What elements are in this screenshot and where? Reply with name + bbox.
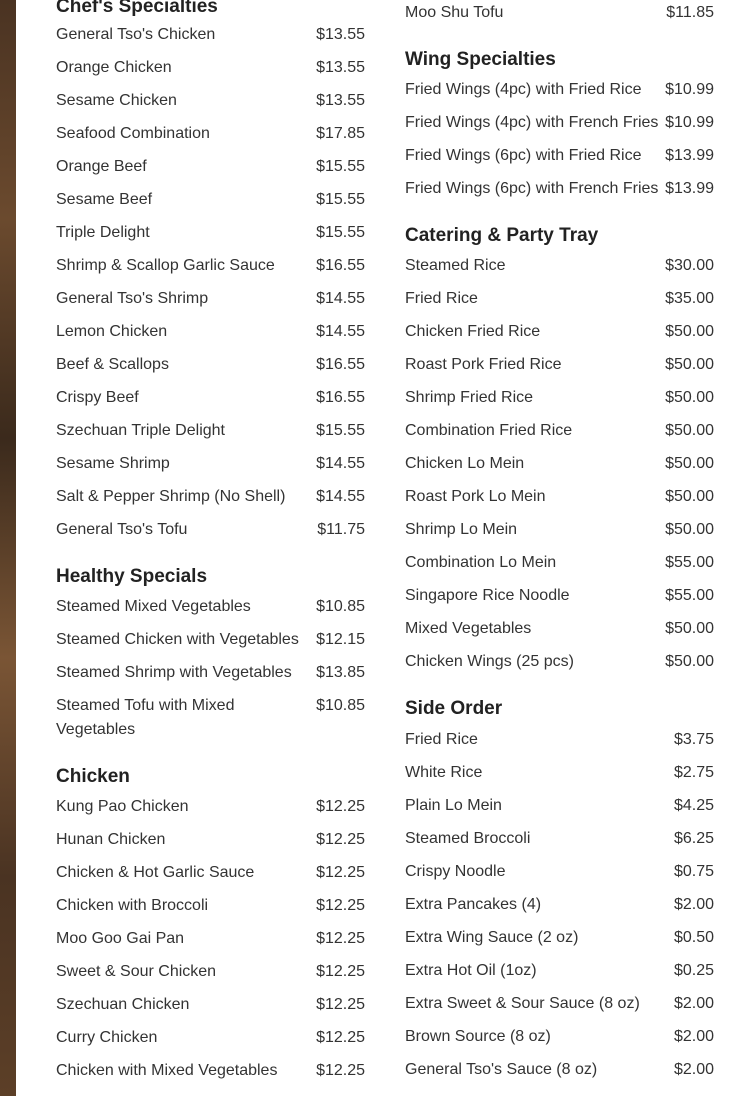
- item-name: Crispy Noodle: [405, 863, 506, 880]
- item-price: $14.55: [316, 290, 365, 307]
- item-price: $11.85: [666, 4, 714, 21]
- item-price: $16.55: [316, 356, 365, 373]
- item-price: $2.00: [673, 1028, 714, 1045]
- item-name: General Tso's Shrimp: [56, 290, 209, 307]
- item-price: $14.55: [316, 488, 365, 505]
- item-name: Extra Hot Oil (1oz): [405, 962, 537, 979]
- item-price: $0.50: [673, 929, 714, 946]
- item-name: Moo Shu Tofu: [405, 4, 504, 21]
- item-name: Brown Source (8 oz): [405, 1028, 551, 1045]
- item-price: $2.00: [673, 995, 714, 1012]
- item-price: $14.55: [316, 323, 365, 340]
- item-price: $15.55: [316, 422, 365, 439]
- item-name: Steamed Broccoli: [405, 830, 531, 847]
- item-price: $2.00: [673, 896, 714, 913]
- item-name: Steamed Shrimp with Vegetables: [56, 664, 292, 681]
- item-name: Fried Wings (6pc) with Fried Rice: [405, 147, 642, 164]
- item-price: $13.55: [316, 92, 365, 109]
- item-name: Chicken Fried Rice: [405, 323, 541, 340]
- item-price: $12.25: [316, 864, 365, 881]
- item-price: $50.00: [665, 653, 714, 670]
- item-name: Chicken with Broccoli: [56, 897, 209, 914]
- item-name: Chicken & Hot Garlic Sauce: [56, 864, 255, 881]
- item-name: Fried Wings (4pc) with Fried Rice: [405, 81, 642, 98]
- item-name: Steamed Chicken with Vegetables: [56, 631, 299, 648]
- item-name: Plain Lo Mein: [405, 797, 502, 814]
- item-price: $55.00: [665, 554, 714, 571]
- item-price: $13.55: [316, 26, 365, 43]
- item-name: Fried Rice: [405, 290, 478, 307]
- item-price: $2.00: [673, 1061, 714, 1078]
- item-name: Shrimp & Scallop Garlic Sauce: [56, 257, 275, 274]
- item-name: General Tso's Sauce (8 oz): [405, 1061, 598, 1078]
- item-name: Steamed Rice: [405, 257, 506, 274]
- item-price: $10.85: [316, 697, 365, 714]
- item-price: $13.99: [665, 180, 714, 197]
- item-price: $13.99: [665, 147, 714, 164]
- item-name: Combination Fried Rice: [405, 422, 573, 439]
- item-name: Mixed Vegetables: [405, 620, 532, 637]
- item-price: $10.99: [665, 114, 714, 131]
- item-name: Fried Rice: [405, 731, 478, 748]
- item-name: Shrimp Lo Mein: [405, 521, 518, 538]
- item-name: Fried Wings (6pc) with French Fries: [405, 180, 659, 197]
- item-price: $12.25: [316, 798, 365, 815]
- item-name: Combination Lo Mein: [405, 554, 557, 571]
- item-price: $30.00: [665, 257, 714, 274]
- item-price: $50.00: [665, 620, 714, 637]
- item-price: $12.25: [316, 996, 365, 1013]
- item-price: $12.25: [316, 831, 365, 848]
- item-name: Steamed Tofu with Mixed Vegetables: [56, 697, 235, 738]
- item-name: Orange Chicken: [56, 59, 172, 76]
- item-price: $13.85: [316, 664, 365, 681]
- item-name: Singapore Rice Noodle: [405, 587, 570, 604]
- section-title-chefs-specialties: Chef's Specialties: [56, 0, 218, 17]
- item-price: $12.25: [316, 963, 365, 980]
- item-name: Triple Delight: [56, 224, 150, 241]
- item-price: $16.55: [316, 389, 365, 406]
- item-price: $4.25: [673, 797, 714, 814]
- item-price: $0.75: [673, 863, 714, 880]
- item-name: Chicken Lo Mein: [405, 455, 525, 472]
- item-name: Chicken with Mixed Vegetables: [56, 1062, 278, 1079]
- item-price: $50.00: [665, 521, 714, 538]
- item-name: Beef & Scallops: [56, 356, 169, 373]
- background-photo-strip: [0, 0, 16, 1096]
- item-name: Roast Pork Lo Mein: [405, 488, 546, 505]
- item-name: Extra Sweet & Sour Sauce (8 oz): [405, 995, 640, 1012]
- item-price: $0.25: [673, 962, 714, 979]
- item-price: $50.00: [665, 422, 714, 439]
- item-price: $15.55: [316, 191, 365, 208]
- item-name: Sweet & Sour Chicken: [56, 963, 217, 980]
- item-name: Steamed Mixed Vegetables: [56, 598, 251, 615]
- item-name: Sesame Chicken: [56, 92, 177, 109]
- item-price: $3.75: [673, 731, 714, 748]
- item-price: $35.00: [665, 290, 714, 307]
- item-name: Extra Pancakes (4): [405, 896, 542, 913]
- item-price: $11.75: [317, 521, 365, 538]
- item-price: $10.85: [316, 598, 365, 615]
- item-price: $50.00: [665, 488, 714, 505]
- item-name: Moo Goo Gai Pan: [56, 930, 185, 947]
- section-title-chicken: Chicken: [56, 766, 130, 787]
- item-price: $16.55: [316, 257, 365, 274]
- item-price: $50.00: [665, 389, 714, 406]
- item-price: $12.15: [316, 631, 365, 648]
- item-price: $15.55: [316, 224, 365, 241]
- section-title-wing-specialties: Wing Specialties: [405, 49, 556, 70]
- item-name: Sesame Beef: [56, 191, 153, 208]
- item-name: Kung Pao Chicken: [56, 798, 189, 815]
- item-name: Roast Pork Fried Rice: [405, 356, 562, 373]
- item-price: $12.25: [316, 930, 365, 947]
- item-price: $55.00: [665, 587, 714, 604]
- item-price: $6.25: [673, 830, 714, 847]
- item-price: $17.85: [316, 125, 365, 142]
- item-name: Seafood Combination: [56, 125, 210, 142]
- item-name: Crispy Beef: [56, 389, 139, 406]
- item-price: $12.25: [316, 897, 365, 914]
- item-price: $50.00: [665, 455, 714, 472]
- item-name: Extra Wing Sauce (2 oz): [405, 929, 579, 946]
- item-price: $14.55: [316, 455, 365, 472]
- item-name: White Rice: [405, 764, 483, 781]
- item-name: Orange Beef: [56, 158, 147, 175]
- item-price: $50.00: [665, 356, 714, 373]
- item-name: General Tso's Tofu: [56, 521, 188, 538]
- item-price: $13.55: [316, 59, 365, 76]
- item-name: Chicken Wings (25 pcs): [405, 653, 574, 670]
- item-name: Curry Chicken: [56, 1029, 158, 1046]
- item-name: Hunan Chicken: [56, 831, 166, 848]
- item-price: $2.75: [673, 764, 714, 781]
- item-name: Szechuan Chicken: [56, 996, 190, 1013]
- item-name: Szechuan Triple Delight: [56, 422, 225, 439]
- section-title-side-order: Side Order: [405, 698, 503, 719]
- section-title-catering: Catering & Party Tray: [405, 225, 599, 246]
- item-name: Fried Wings (4pc) with French Fries: [405, 114, 659, 131]
- item-name: Lemon Chicken: [56, 323, 168, 340]
- item-price: $12.25: [316, 1062, 365, 1079]
- item-price: $10.99: [665, 81, 714, 98]
- item-name: General Tso's Chicken: [56, 26, 216, 43]
- item-name: Salt & Pepper Shrimp (No Shell): [56, 488, 286, 505]
- item-name: Sesame Shrimp: [56, 455, 170, 472]
- item-name: Shrimp Fried Rice: [405, 389, 534, 406]
- item-price: $12.25: [316, 1029, 365, 1046]
- item-price: $50.00: [665, 323, 714, 340]
- item-price: $15.55: [316, 158, 365, 175]
- section-title-healthy-specials: Healthy Specials: [56, 566, 208, 587]
